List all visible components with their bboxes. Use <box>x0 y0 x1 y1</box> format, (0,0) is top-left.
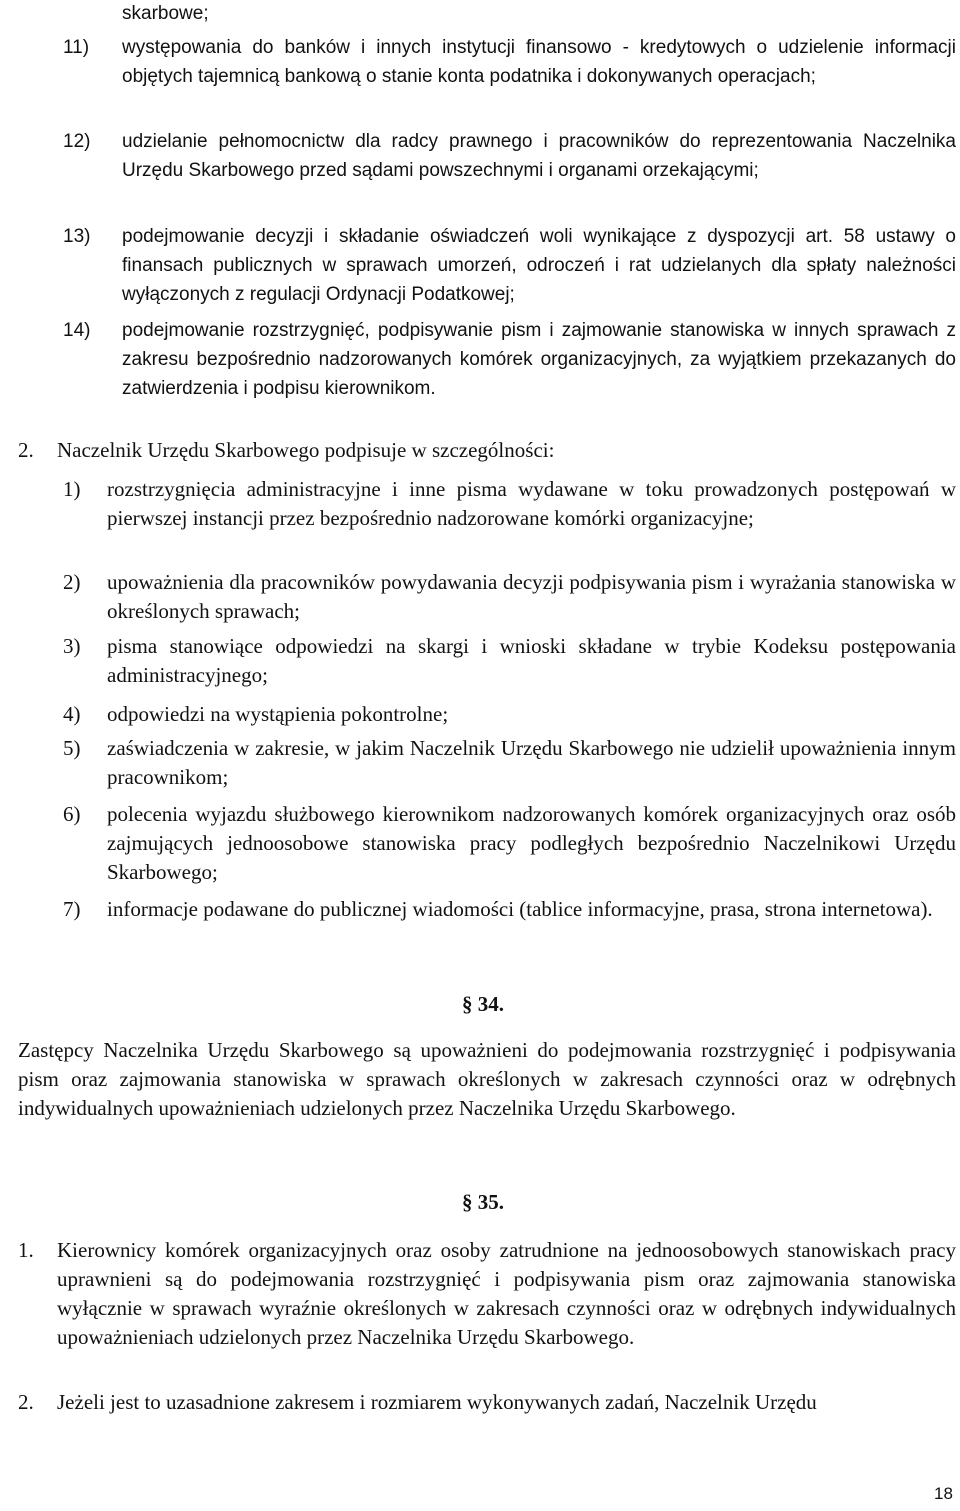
continuation-text: skarbowe; <box>122 3 209 24</box>
item-number: 1) <box>63 477 81 501</box>
item-number: 11) <box>63 37 90 58</box>
item-number: 6) <box>63 802 81 826</box>
item-text: zaświadczenia w zakresie, w jakim Naczelnik Urzędu Skarbowego nie udzielił upoważnienia innym pracownikom; <box>107 736 956 789</box>
paragraph-text: Kierownicy komórek organizacyjnych oraz osoby zatrudnione na jednoosobowych stanowiskach pracy uprawnieni są do podejmowania rozstrzygnięć i podpisywania pism oraz zajmowania stanowiska wyłącznie w sprawach wyraźnie określonych w zakresach czynności oraz w odrębnych indywidualnych upoważnieniach udzielonych przez Naczelnika Urzędu Skarbowego. <box>57 1238 956 1349</box>
item-number: 5) <box>63 736 81 760</box>
item-number: 4) <box>63 702 81 726</box>
item-number: 7) <box>63 897 81 921</box>
section-heading-35: § 35. <box>462 1190 504 1214</box>
item-text: odpowiedzi na wystąpienia pokontrolne; <box>107 702 449 726</box>
paragraph-number: 2. <box>18 1390 34 1414</box>
item-text: upoważnienia dla pracowników powydawania decyzji podpisywania pism i wyrażania stanowiska w określonych sprawach; <box>107 570 956 623</box>
item-number: 2) <box>63 570 81 594</box>
section-heading-34: § 34. <box>462 992 504 1016</box>
item-number: 3) <box>63 634 81 658</box>
page-number: 18 <box>934 1484 953 1503</box>
paragraph-number: 1. <box>18 1238 34 1262</box>
item-text: pisma stanowiące odpowiedzi na skargi i wnioski składane w trybie Kodeksu postępowania administracyjnego; <box>107 634 956 687</box>
item-text: występowania do banków i innych instytucji finansowo - kredytowych o udzielenie informacji objętych tajemnicą bankową o stanie konta podatnika i dokonywanych operacjach; <box>122 37 956 87</box>
item-number: 12) <box>63 131 91 152</box>
item-text: rozstrzygnięcia administracyjne i inne pisma wydawane w toku prowadzonych postępowań w pierwszej instancji przez bezpośrednio nadzorowane komórki organizacyjne; <box>107 477 956 530</box>
paragraph-text: Naczelnik Urzędu Skarbowego podpisuje w szczególności: <box>57 438 555 462</box>
paragraph-text: Jeżeli jest to uzasadnione zakresem i rozmiarem wykonywanych zadań, Naczelnik Urzędu <box>57 1390 817 1414</box>
section-34-body: Zastępcy Naczelnika Urzędu Skarbowego są upoważnieni do podejmowania rozstrzygnięć i podpisywania pism oraz zajmowania stanowiska w sprawach określonych w zakresach czynności oraz w odrębnych indywidualnych upoważnieniach udzielonych przez Naczelnika Urzędu Skarbowego. <box>18 1038 956 1120</box>
item-number: 13) <box>63 226 91 247</box>
paragraph-number: 2. <box>18 438 34 462</box>
item-text: polecenia wyjazdu służbowego kierownikom nadzorowanych komórek organizacyjnych oraz osób zajmujących jednoosobowe stanowiska pracy podległych bezpośrednio Naczelnikowi Urzędu Skarbowego; <box>107 802 956 884</box>
item-text: informacje podawane do publicznej wiadomości (tablice informacyjne, prasa, strona internetowa). <box>107 897 933 921</box>
item-text: podejmowanie rozstrzygnięć, podpisywanie pism i zajmowanie stanowiska w innych sprawach z zakresu bezpośrednio nadzorowanych komórek organizacyjnych, za wyjątkiem przekazanych do zatwierdzenia i podpisu kierownikom. <box>122 320 956 399</box>
item-text: podejmowanie decyzji i składanie oświadczeń woli wynikające z dyspozycji art. 58 ustawy o finansach publicznych w sprawach umorzeń, odroczeń i rat udzielanych dla spłaty należności wyłączonych z regulacji Ordynacji Podatkowej; <box>122 226 956 305</box>
item-text: udzielanie pełnomocnictw dla radcy prawnego i pracowników do reprezentowania Naczelnika Urzędu Skarbowego przed sądami powszechnymi i organami orzekającymi; <box>122 131 956 181</box>
item-number: 14) <box>63 320 91 341</box>
